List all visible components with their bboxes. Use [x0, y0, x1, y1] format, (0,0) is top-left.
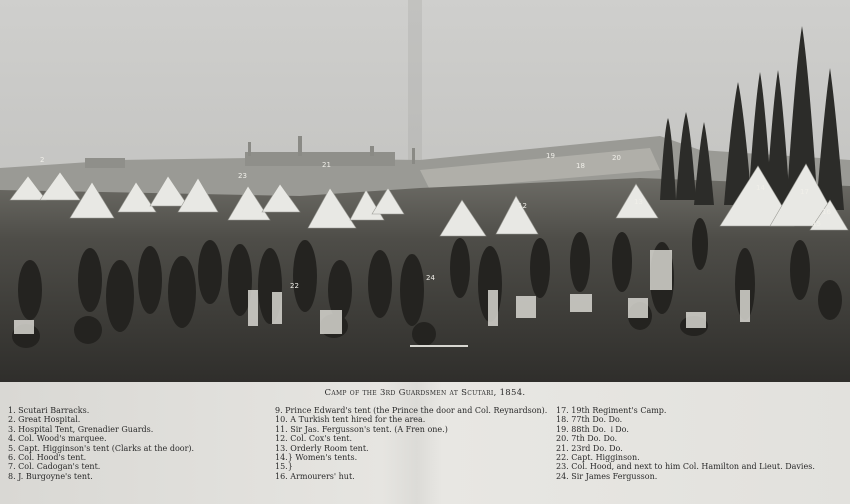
legend-item: 3. Hospital Tent, Grenadier Guards. [8, 424, 154, 434]
photo-number: 24 [426, 274, 435, 282]
legend-item: 6. Col. Hood's tent. [8, 453, 87, 463]
legend-column-1 [8, 406, 194, 481]
legend-item: 10. A Turkish tent hired for the area. [275, 415, 426, 425]
legend-item: 16. Armourers' hut. [275, 471, 355, 481]
photo-number: 17 [800, 188, 809, 196]
photo-number: 21 [322, 161, 331, 169]
legend-item: 8. J. Burgoyne's tent. [8, 471, 93, 481]
legend-item: 21. 23rd Do. Do. [556, 443, 623, 453]
legend-item: 18. 77th Do. Do. [556, 415, 623, 425]
photo-number: 19 [546, 152, 555, 160]
photo-number: 22 [290, 282, 299, 290]
legend-item: 11. Sir Jas. Fergusson's tent. (A Fren one.) [275, 424, 448, 434]
photo-number: 12 [518, 202, 527, 210]
legend-item: 7. Col. Cadogan's tent. [8, 462, 101, 472]
legend-item: 12. Col. Cox's tent. [275, 434, 353, 444]
photo-number: 2 [40, 156, 45, 164]
legend-item: 19. 88th Do. ↓Do. [556, 424, 629, 434]
photo-number: 15 [812, 220, 821, 228]
photo-number: 13 [634, 198, 643, 206]
legend-item: 5. Capt. Higginson's tent (Clarks at the door). [8, 443, 195, 453]
legend-item: 1. Scutari Barracks. [8, 406, 90, 415]
legend-item: 15.} [275, 462, 293, 472]
legend-item: 2. Great Hospital. [8, 415, 81, 425]
photo-number: 20 [612, 154, 621, 162]
legend-item: 9. Prince Edward's tent (the Prince the door and Col. Reynardson). [275, 406, 548, 415]
legend-item: 17. 19th Regiment's Camp. [556, 406, 667, 415]
legend-item: 13. Orderly Room tent. [275, 443, 369, 453]
legend-item: 24. Sir James Fergusson. [556, 471, 658, 481]
legend-column-2 [275, 406, 547, 481]
legend-column-3 [556, 406, 815, 481]
photo-number: 18 [576, 162, 585, 170]
photo-number: 23 [238, 172, 247, 180]
photo-caption: Camp of the 3rd Guardsmen at Scutari, 1854. [324, 388, 526, 398]
legend-item: 14.} Women's tents. [275, 453, 358, 463]
legend-item: 20. 7th Do. Do. [556, 434, 618, 444]
photo-number: 14 [756, 184, 765, 192]
photo-number: 16 [822, 208, 831, 216]
legend-item: 22. Capt. Higginson. [556, 453, 640, 463]
legend-item: 23. Col. Hood, and next to him Col. Hamilton and Lieut. Davies. [556, 462, 815, 472]
legend-item: 4. Col. Wood's marquee. [8, 434, 107, 444]
